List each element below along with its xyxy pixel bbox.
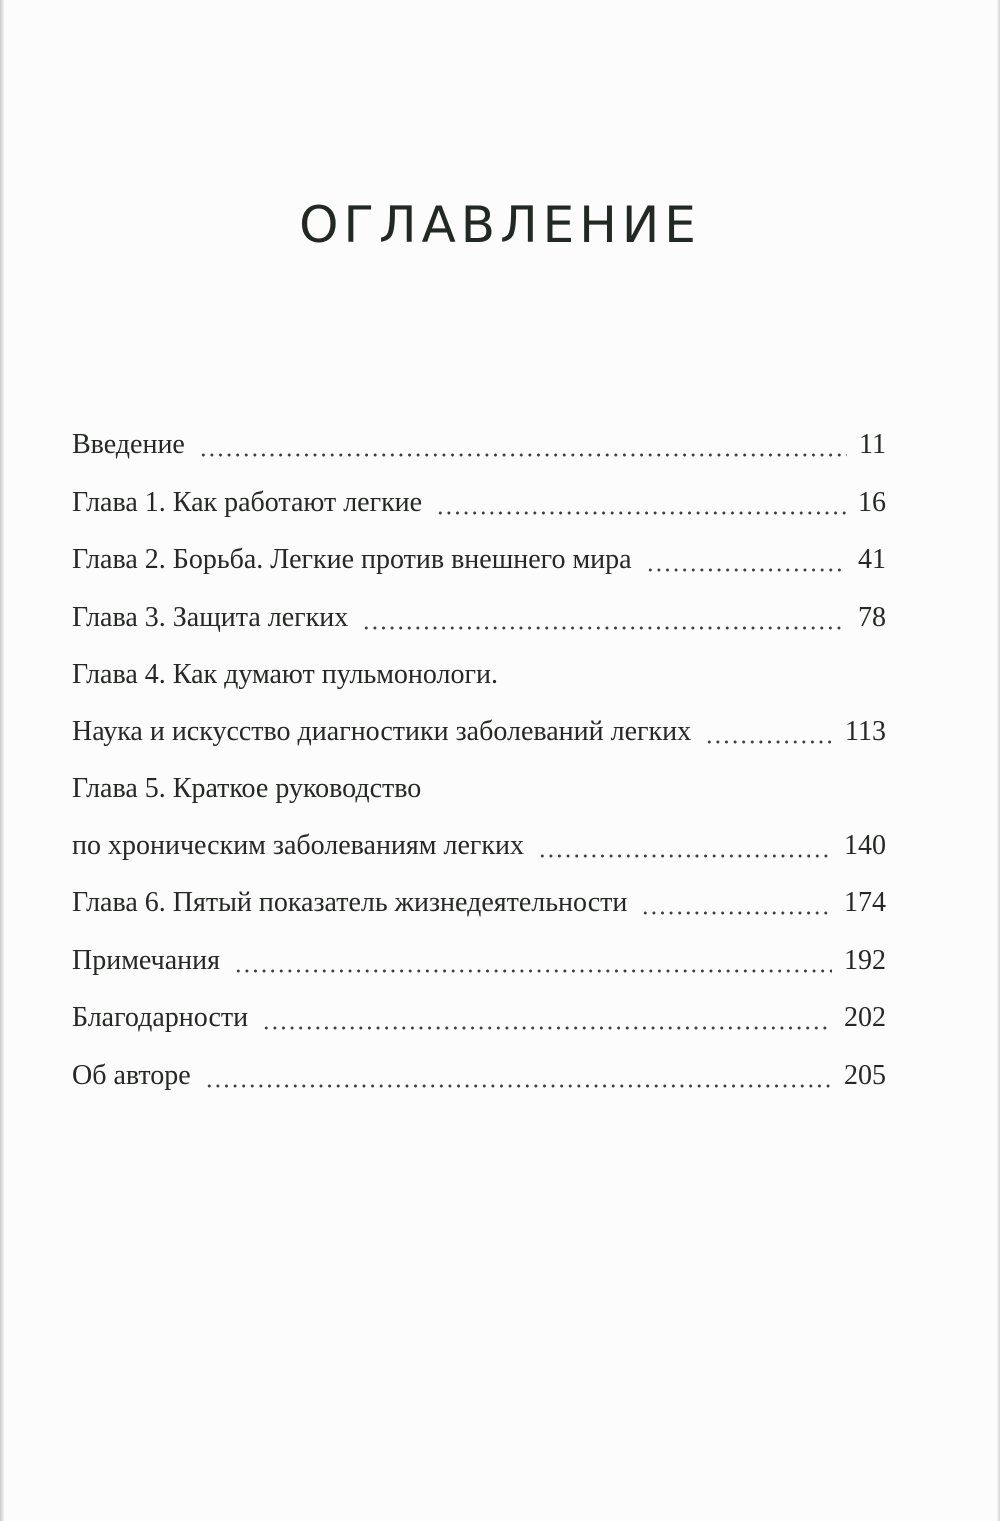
toc-entry-chapter-1	[72, 483, 886, 523]
toc-page-number: 11	[859, 429, 886, 460]
toc-page-number: 78	[858, 601, 886, 633]
toc-entry-title: Введение	[72, 429, 185, 460]
toc-line	[72, 826, 886, 866]
toc-line-first	[72, 769, 886, 809]
toc-page-number: 205	[844, 1059, 886, 1091]
toc-page-number: 174	[844, 887, 886, 918]
dot-leader	[436, 511, 846, 515]
toc-line-first	[72, 655, 886, 695]
dot-leader	[234, 969, 832, 973]
toc-entry-acknowledgements	[72, 998, 886, 1038]
dot-leader	[646, 568, 846, 572]
toc-line	[72, 598, 886, 638]
toc-entry-title: Глава 5. Краткое руководство	[72, 773, 422, 804]
toc-page-number: 113	[845, 715, 886, 747]
toc-entry-chapter-5	[72, 769, 886, 866]
toc-line	[72, 998, 886, 1038]
dot-leader	[705, 740, 833, 744]
toc-entry-about-author	[72, 1056, 886, 1096]
toc-entry-title-continued: по хроническим заболеваниям легких	[72, 829, 524, 861]
dot-leader	[538, 854, 832, 858]
toc-entry-title: Глава 1. Как работают легкие	[72, 486, 423, 518]
toc-entry-title: Глава 2. Борьба. Легкие против внешнего мира	[72, 544, 632, 575]
toc-line	[72, 540, 886, 580]
toc-entry-chapter-4	[72, 655, 886, 752]
toc-entry-title: Глава 3. Защита легких	[72, 601, 349, 633]
toc-entry-chapter-3	[72, 598, 886, 638]
toc-page-number: 16	[858, 486, 886, 518]
toc-line	[72, 712, 886, 752]
toc-page-number: 41	[858, 544, 886, 575]
toc-entry-notes	[72, 941, 886, 981]
toc-entry-title: Примечания	[72, 944, 221, 976]
toc-entry-title: Благодарности	[72, 1002, 249, 1033]
toc-entry-introduction	[72, 425, 886, 465]
toc-line	[72, 1056, 886, 1096]
page-title: ОГЛАВЛЕНИЕ	[299, 196, 701, 254]
toc-line	[72, 941, 886, 981]
toc-entry-chapter-2	[72, 540, 886, 580]
toc-page-number: 192	[844, 944, 886, 976]
dot-leader	[641, 911, 832, 915]
toc-entry-chapter-6	[72, 883, 886, 923]
dot-leader	[199, 453, 847, 457]
table-of-contents	[72, 425, 886, 1113]
toc-line	[72, 883, 886, 923]
dot-leader	[205, 1084, 832, 1088]
toc-line	[72, 483, 886, 523]
toc-entry-title: Глава 4. Как думают пульмонологи.	[72, 659, 498, 690]
toc-entry-title: Об авторе	[72, 1059, 191, 1091]
toc-page-number: 140	[844, 829, 886, 861]
toc-line	[72, 425, 886, 465]
dot-leader	[262, 1026, 832, 1030]
toc-entry-title-continued: Наука и искусство диагностики заболеваний легких	[72, 715, 692, 747]
dot-leader	[362, 626, 846, 630]
toc-page-number: 202	[844, 1002, 886, 1033]
toc-entry-title: Глава 6. Пятый показатель жизнедеятельности	[72, 887, 628, 918]
